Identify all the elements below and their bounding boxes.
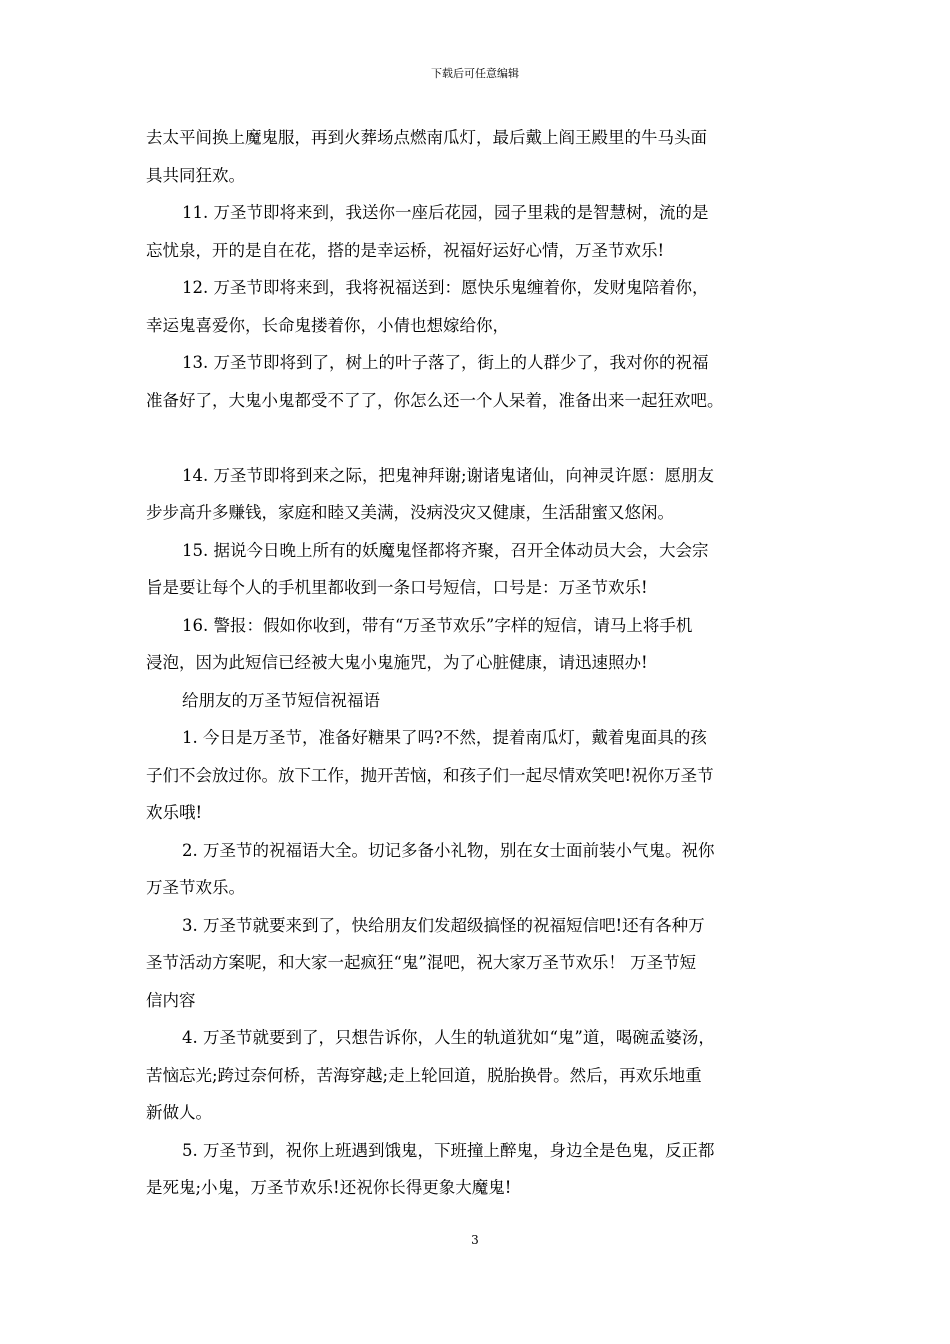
text-line: 旨是要让每个人的手机里都收到一条口号短信，口号是：万圣节欢乐! — [146, 578, 648, 597]
paragraph-item-15 — [146, 532, 810, 607]
paragraph-item-4 — [146, 1019, 810, 1132]
text-line: 13. 万圣节即将到了，树上的叶子落了，街上的人群少了，我对你的祝福 — [182, 353, 709, 372]
paragraph-item-5 — [146, 1132, 810, 1207]
text-line: 万圣节欢乐。 — [146, 878, 245, 897]
text-line: 具共同狂欢。 — [146, 165, 245, 185]
text-line: 忘忧泉，开的是自在花，搭的是幸运桥，祝福好运好心情，万圣节欢乐! — [146, 240, 665, 260]
text-line: 1. 今日是万圣节，准备好糖果了吗?不然，提着南瓜灯，戴着鬼面具的孩 — [182, 728, 707, 747]
page-header: 下载后可任意编辑 — [431, 67, 519, 80]
text-line: 新做人。 — [146, 1103, 212, 1122]
paragraph-item-16 — [146, 607, 810, 682]
paragraph-item-1 — [146, 719, 810, 832]
text-line: 浸泡，因为此短信已经被大鬼小鬼施咒，为了心脏健康，请迅速照办! — [146, 653, 648, 672]
paragraph-continuation — [146, 119, 810, 194]
paragraph-item-12 — [146, 269, 810, 344]
paragraph-item-13 — [146, 344, 810, 419]
text-line: 5. 万圣节到，祝你上班遇到饿鬼，下班撞上醉鬼，身边全是色鬼，反正都 — [182, 1140, 715, 1160]
paragraph-item-3 — [146, 907, 810, 1020]
text-line: 步步高升多赚钱，家庭和睦又美满，没病没灾又健康，生活甜蜜又悠闲。 — [146, 503, 674, 522]
paragraph-item-2 — [146, 832, 810, 907]
text-line: 苦恼忘光;跨过奈何桥，苦海穿越;走上轮回道，脱胎换骨。然后，再欢乐地重 — [146, 1065, 702, 1085]
page-number: 3 — [471, 1233, 479, 1247]
text-line: 圣节活动方案呢，和大家一起疯狂“鬼”混吧，祝大家万圣节欢乐！ 万圣节短 — [146, 953, 697, 972]
text-line: 幸运鬼喜爱你，长命鬼搂着你，小倩也想嫁给你， — [146, 315, 509, 335]
text-line: 2. 万圣节的祝福语大全。切记多备小礼物，别在女士面前装小气鬼。祝你 — [182, 840, 715, 860]
text-line: 准备好了，大鬼小鬼都受不了了，你怎么还一个人呆着，准备出来一起狂欢吧。 — [146, 390, 724, 410]
paragraph-gap — [146, 419, 810, 457]
text-line: 4. 万圣节就要到了，只想告诉你，人生的轨道犹如“鬼”道，喝碗孟婆汤， — [182, 1028, 715, 1047]
paragraph-item-11 — [146, 194, 810, 269]
paragraph-item-14 — [146, 457, 810, 532]
text-line: 14. 万圣节即将到来之际，把鬼神拜谢;谢诸鬼诸仙，向神灵许愿：愿朋友 — [182, 465, 715, 485]
text-line: 去太平间换上魔鬼服，再到火葬场点燃南瓜灯，最后戴上阎王殿里的牛马头面 — [146, 128, 707, 147]
text-line: 16. 警报：假如你收到，带有“万圣节欢乐”字样的短信，请马上将手机 — [182, 615, 693, 635]
text-line: 11. 万圣节即将来到，我送你一座后花园，园子里栽的是智慧树，流的是 — [182, 203, 709, 222]
text-line: 3. 万圣节就要来到了，快给朋友们发超级搞怪的祝福短信吧!还有各种万 — [182, 915, 705, 935]
text-line: 子们不会放过你。放下工作，抛开苦恼，和孩子们一起尽情欢笑吧!祝你万圣节 — [146, 765, 714, 785]
text-line: 15. 据说今日晚上所有的妖魔鬼怪都将齐聚，召开全体动员大会，大会宗 — [182, 540, 709, 560]
text-line: 欢乐哦! — [146, 803, 203, 822]
section-heading-text: 给朋友的万圣节短信祝福语 — [182, 690, 380, 710]
text-line: 信内容 — [146, 990, 196, 1010]
section-heading — [146, 682, 810, 720]
document-body — [146, 119, 810, 1207]
text-line: 12. 万圣节即将来到，我将祝福送到：愿快乐鬼缠着你，发财鬼陪着你， — [182, 278, 709, 297]
text-line: 是死鬼;小鬼，万圣节欢乐!还祝你长得更象大魔鬼! — [146, 1178, 512, 1197]
